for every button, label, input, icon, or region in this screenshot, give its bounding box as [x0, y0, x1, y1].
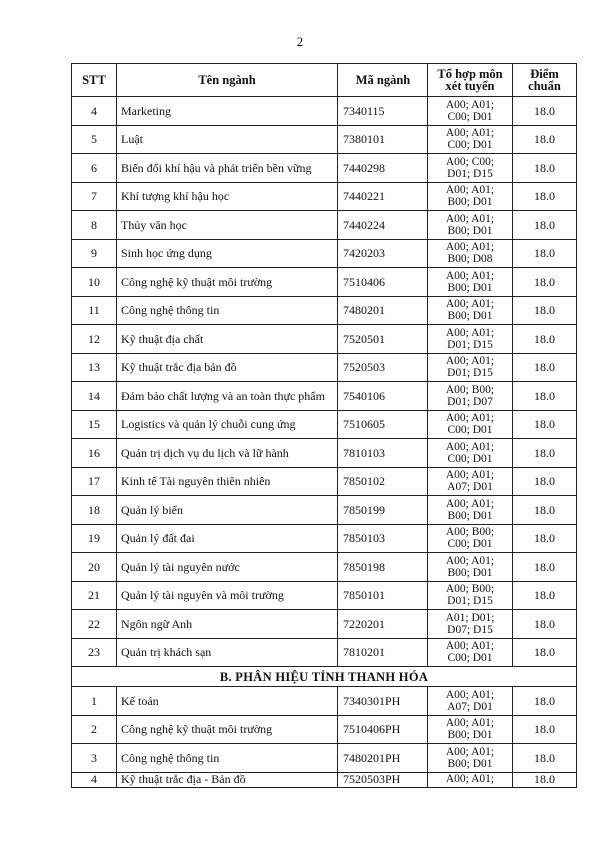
cell-stt: 13 — [72, 353, 117, 382]
table-row — [72, 125, 577, 154]
cell-code: 7810103 — [338, 439, 428, 468]
table-row — [72, 296, 577, 325]
cell-score: 18.0 — [513, 638, 577, 667]
cell-score: 18.0 — [513, 610, 577, 639]
cell-stt: 2 — [72, 715, 117, 744]
table-row — [72, 467, 577, 496]
cell-name: Kỹ thuật địa chất — [117, 325, 338, 354]
table-row — [72, 439, 577, 468]
cell-combo-line: A00; A01; — [445, 745, 495, 758]
table-row — [72, 744, 577, 773]
cell-combo — [428, 182, 513, 211]
header-combo — [428, 64, 513, 97]
cell-name: Ngôn ngữ Anh — [117, 610, 338, 639]
cell-score: 18.0 — [513, 296, 577, 325]
cell-combo — [428, 125, 513, 154]
cell-name: Luật — [117, 125, 338, 154]
cell-stt: 12 — [72, 325, 117, 354]
cell-combo — [428, 268, 513, 297]
cell-score: 18.0 — [513, 496, 577, 525]
cell-stt: 14 — [72, 382, 117, 411]
cell-combo — [428, 524, 513, 553]
cell-combo-line: D01; D15 — [447, 367, 493, 380]
cell-combo — [428, 467, 513, 496]
cell-name: Công nghệ thông tin — [117, 296, 338, 325]
cell-combo-line: B00; D01 — [447, 310, 493, 323]
cell-combo — [428, 154, 513, 183]
cell-name: Đảm bảo chất lượng và an toàn thực phẩm — [117, 382, 338, 411]
cell-combo-line: B00; D01 — [447, 224, 493, 237]
cell-name: Quản trị khách sạn — [117, 638, 338, 667]
cell-combo-line: D07; D15 — [447, 623, 493, 636]
cell-score: 18.0 — [513, 239, 577, 268]
header-score-line1: Điểm — [530, 67, 559, 81]
cell-code: 7510406 — [338, 268, 428, 297]
cell-combo — [428, 382, 513, 411]
cell-score: 18.0 — [513, 353, 577, 382]
cell-name: Quản trị dịch vụ du lịch và lữ hành — [117, 439, 338, 468]
cell-combo-line: C00; D01 — [447, 538, 493, 551]
cell-name: Công nghệ kỹ thuật môi trường — [117, 715, 338, 744]
cell-combo-line: A00; A01; — [445, 688, 495, 701]
table-row — [72, 325, 577, 354]
cell-combo-line: D01; D15 — [447, 595, 493, 608]
section-b-last — [72, 772, 577, 787]
cell-code: 7440224 — [338, 211, 428, 240]
cell-combo — [428, 715, 513, 744]
cell-stt: 6 — [72, 154, 117, 183]
cell-name: Công nghệ kỹ thuật môi trường — [117, 268, 338, 297]
table-row — [72, 410, 577, 439]
cell-combo-line: C00; D01 — [447, 452, 493, 465]
cell-code: 7520503 — [338, 353, 428, 382]
cell-score: 18.0 — [513, 410, 577, 439]
cell-score: 18.0 — [513, 715, 577, 744]
cell-combo-line: C00; D01 — [447, 652, 493, 665]
cell-combo-line: B00; D01 — [447, 729, 493, 742]
cell-code: 7850198 — [338, 553, 428, 582]
cell-name: Thủy văn học — [117, 211, 338, 240]
cell-combo — [428, 439, 513, 468]
cell-code: 7520501 — [338, 325, 428, 354]
cell-score: 18.0 — [513, 382, 577, 411]
cell-code: 7420203 — [338, 239, 428, 268]
cell-combo-line: A00; C00; — [445, 155, 495, 168]
cell-score: 18.0 — [513, 211, 577, 240]
cell-combo-line: C00; D01 — [447, 139, 493, 152]
cell-code: 7380101 — [338, 125, 428, 154]
table-row — [72, 353, 577, 382]
cell-code: 7850102 — [338, 467, 428, 496]
cell-combo-line: A00; A01; — [445, 554, 495, 567]
cell-combo-line: B00; D01 — [447, 196, 493, 209]
cell-stt: 11 — [72, 296, 117, 325]
header-code: Mã ngành — [338, 64, 428, 97]
header-stt: STT — [72, 64, 117, 97]
cell-combo-line: A00; A01; — [445, 184, 495, 197]
cell-combo — [428, 581, 513, 610]
cell-combo — [428, 353, 513, 382]
cell-stt: 9 — [72, 239, 117, 268]
cell-combo-line: A07; D01 — [447, 700, 493, 713]
cell-combo — [428, 638, 513, 667]
cell-score: 18.0 — [513, 182, 577, 211]
cell-stt: 4 — [72, 772, 117, 787]
cell-combo-line: A00; A01; — [445, 640, 495, 653]
cell-stt: 23 — [72, 638, 117, 667]
table-row — [72, 182, 577, 211]
cell-combo-line: A00; A01; — [445, 241, 495, 254]
cell-combo — [428, 325, 513, 354]
cell-stt: 18 — [72, 496, 117, 525]
cell-combo-line: D01; D15 — [447, 338, 493, 351]
section-b — [72, 667, 577, 687]
cell-combo-line: C00; D01 — [447, 110, 493, 123]
cell-name: Kỹ thuật trắc địa bản đồ — [117, 353, 338, 382]
admissions-table — [71, 63, 577, 788]
cell-name: Sinh học ứng dụng — [117, 239, 338, 268]
cell-combo-line: B00; D01 — [447, 566, 493, 579]
cell-combo-line: B00; D01 — [447, 509, 493, 522]
page-number: 2 — [296, 34, 304, 49]
cell-name: Quản lý đất đai — [117, 524, 338, 553]
table-row — [72, 610, 577, 639]
cell-combo — [428, 97, 513, 126]
cell-score: 18.0 — [513, 467, 577, 496]
cell-score: 18.0 — [513, 154, 577, 183]
table-row — [72, 524, 577, 553]
cell-combo — [428, 239, 513, 268]
table-row — [72, 496, 577, 525]
cell-stt: 4 — [72, 97, 117, 126]
cell-combo-line: A07; D01 — [447, 481, 493, 494]
cell-combo-line: A00; A01; — [445, 412, 495, 425]
cell-score: 18.0 — [513, 97, 577, 126]
cell-code: 7480201 — [338, 296, 428, 325]
cell-name: Kỹ thuật trắc địa - Bản đồ — [117, 772, 338, 787]
cell-name: Quản lý tài nguyên nước — [117, 553, 338, 582]
cell-name: Kế toán — [117, 687, 338, 716]
cell-stt: 22 — [72, 610, 117, 639]
cell-combo-line: B00; D08 — [447, 253, 493, 266]
cell-combo — [428, 744, 513, 773]
section-b-rows — [72, 687, 577, 773]
cell-combo-line: A00; A01; — [445, 440, 495, 453]
cell-stt: 1 — [72, 687, 117, 716]
cell-combo-line: A00; A01; — [445, 355, 495, 368]
cell-stt: 21 — [72, 581, 117, 610]
cell-code: 7340301PH — [338, 687, 428, 716]
cell-code: 7510605 — [338, 410, 428, 439]
cell-combo-line: B00; D01 — [447, 757, 493, 770]
table-row — [72, 715, 577, 744]
cell-name: Marketing — [117, 97, 338, 126]
cell-code: 7850101 — [338, 581, 428, 610]
cell-combo — [428, 610, 513, 639]
cell-combo-line: D01; D07 — [447, 395, 493, 408]
header-score-line2: chuẩn — [528, 79, 561, 93]
cell-code: 7850199 — [338, 496, 428, 525]
cell-score: 18.0 — [513, 772, 577, 787]
cell-stt: 7 — [72, 182, 117, 211]
cell-name: Logistics và quản lý chuỗi cung ứng — [117, 410, 338, 439]
cell-combo — [428, 553, 513, 582]
cell-combo-line: A00; B00; — [445, 526, 495, 539]
cell-score: 18.0 — [513, 125, 577, 154]
cell-combo-line: A00; A01; — [445, 326, 495, 339]
cell-stt: 5 — [72, 125, 117, 154]
cell-combo-line: C00; D01 — [447, 424, 493, 437]
section-b-header-row — [72, 667, 577, 687]
cell-combo — [428, 410, 513, 439]
cell-name: Biến đổi khí hậu và phát triển bền vững — [117, 154, 338, 183]
table-row — [72, 239, 577, 268]
cell-name: Kinh tế Tài nguyên thiên nhiên — [117, 467, 338, 496]
cell-score: 18.0 — [513, 687, 577, 716]
cell-stt: 19 — [72, 524, 117, 553]
cell-combo-line: A00; A01; — [445, 717, 495, 730]
cell-stt: 10 — [72, 268, 117, 297]
cell-code: 7520503PH — [338, 772, 428, 787]
cell-combo — [428, 687, 513, 716]
cell-code: 7850103 — [338, 524, 428, 553]
cell-combo — [428, 296, 513, 325]
header-name: Tên ngành — [117, 64, 338, 97]
cell-stt: 3 — [72, 744, 117, 773]
cell-name: Quản lý tài nguyên và môi trường — [117, 581, 338, 610]
header-combo-line2: xét tuyển — [445, 79, 495, 93]
table-row — [72, 687, 577, 716]
table-row — [72, 581, 577, 610]
cell-score: 18.0 — [513, 325, 577, 354]
cell-combo-line: A00; B00; — [445, 583, 495, 596]
cell-code: 7480201PH — [338, 744, 428, 773]
cell-code: 7440298 — [338, 154, 428, 183]
table-row — [72, 154, 577, 183]
table-row — [72, 97, 577, 126]
cell-combo-line: A00; B00; — [445, 383, 495, 396]
cell-score: 18.0 — [513, 524, 577, 553]
cell-name: Công nghệ thông tin — [117, 744, 338, 773]
cell-stt: 15 — [72, 410, 117, 439]
cell-code: 7510406PH — [338, 715, 428, 744]
cell-name: Khí tượng khí hậu học — [117, 182, 338, 211]
cell-score: 18.0 — [513, 744, 577, 773]
cell-score: 18.0 — [513, 553, 577, 582]
cell-code: 7340115 — [338, 97, 428, 126]
cell-code: 7810201 — [338, 638, 428, 667]
cell-code: 7440221 — [338, 182, 428, 211]
cell-combo-line: A01; D01; — [445, 611, 495, 624]
table-row — [72, 638, 577, 667]
cell-combo-line: A00; A01; — [445, 127, 495, 140]
cell-combo-line: A00; A01; — [445, 98, 495, 111]
header-combo-line1: Tổ hợp môn — [437, 67, 503, 81]
cell-stt: 17 — [72, 467, 117, 496]
cell-score: 18.0 — [513, 439, 577, 468]
cell-combo-line: A00; A01; — [445, 298, 495, 311]
header-score — [513, 64, 577, 97]
cell-combo-line: D01; D15 — [447, 167, 493, 180]
cell-stt: 8 — [72, 211, 117, 240]
section-b-title: B. PHÂN HIỆU TỈNH THANH HÓA — [72, 667, 577, 687]
table-row — [72, 268, 577, 297]
cell-combo — [428, 211, 513, 240]
cell-combo-line: A00; A01; — [445, 497, 495, 510]
cell-name: Quản lý biển — [117, 496, 338, 525]
section-a-rows — [72, 97, 577, 667]
cell-combo-line: A00; A01; — [445, 269, 495, 282]
table-row — [72, 553, 577, 582]
cell-combo — [428, 496, 513, 525]
table-row — [72, 211, 577, 240]
cell-combo-line: A00; A01; — [445, 212, 495, 225]
cell-stt: 20 — [72, 553, 117, 582]
cell-combo-line: A00; A01; — [445, 469, 495, 482]
table-header-row — [72, 64, 577, 97]
cell-stt: 16 — [72, 439, 117, 468]
cell-combo-line: B00; D01 — [447, 281, 493, 294]
cell-score: 18.0 — [513, 581, 577, 610]
table-row — [72, 382, 577, 411]
cell-code: 7540106 — [338, 382, 428, 411]
table-row — [72, 772, 577, 787]
cell-code: 7220201 — [338, 610, 428, 639]
cell-score: 18.0 — [513, 268, 577, 297]
cell-combo: A00; A01; — [428, 772, 513, 787]
